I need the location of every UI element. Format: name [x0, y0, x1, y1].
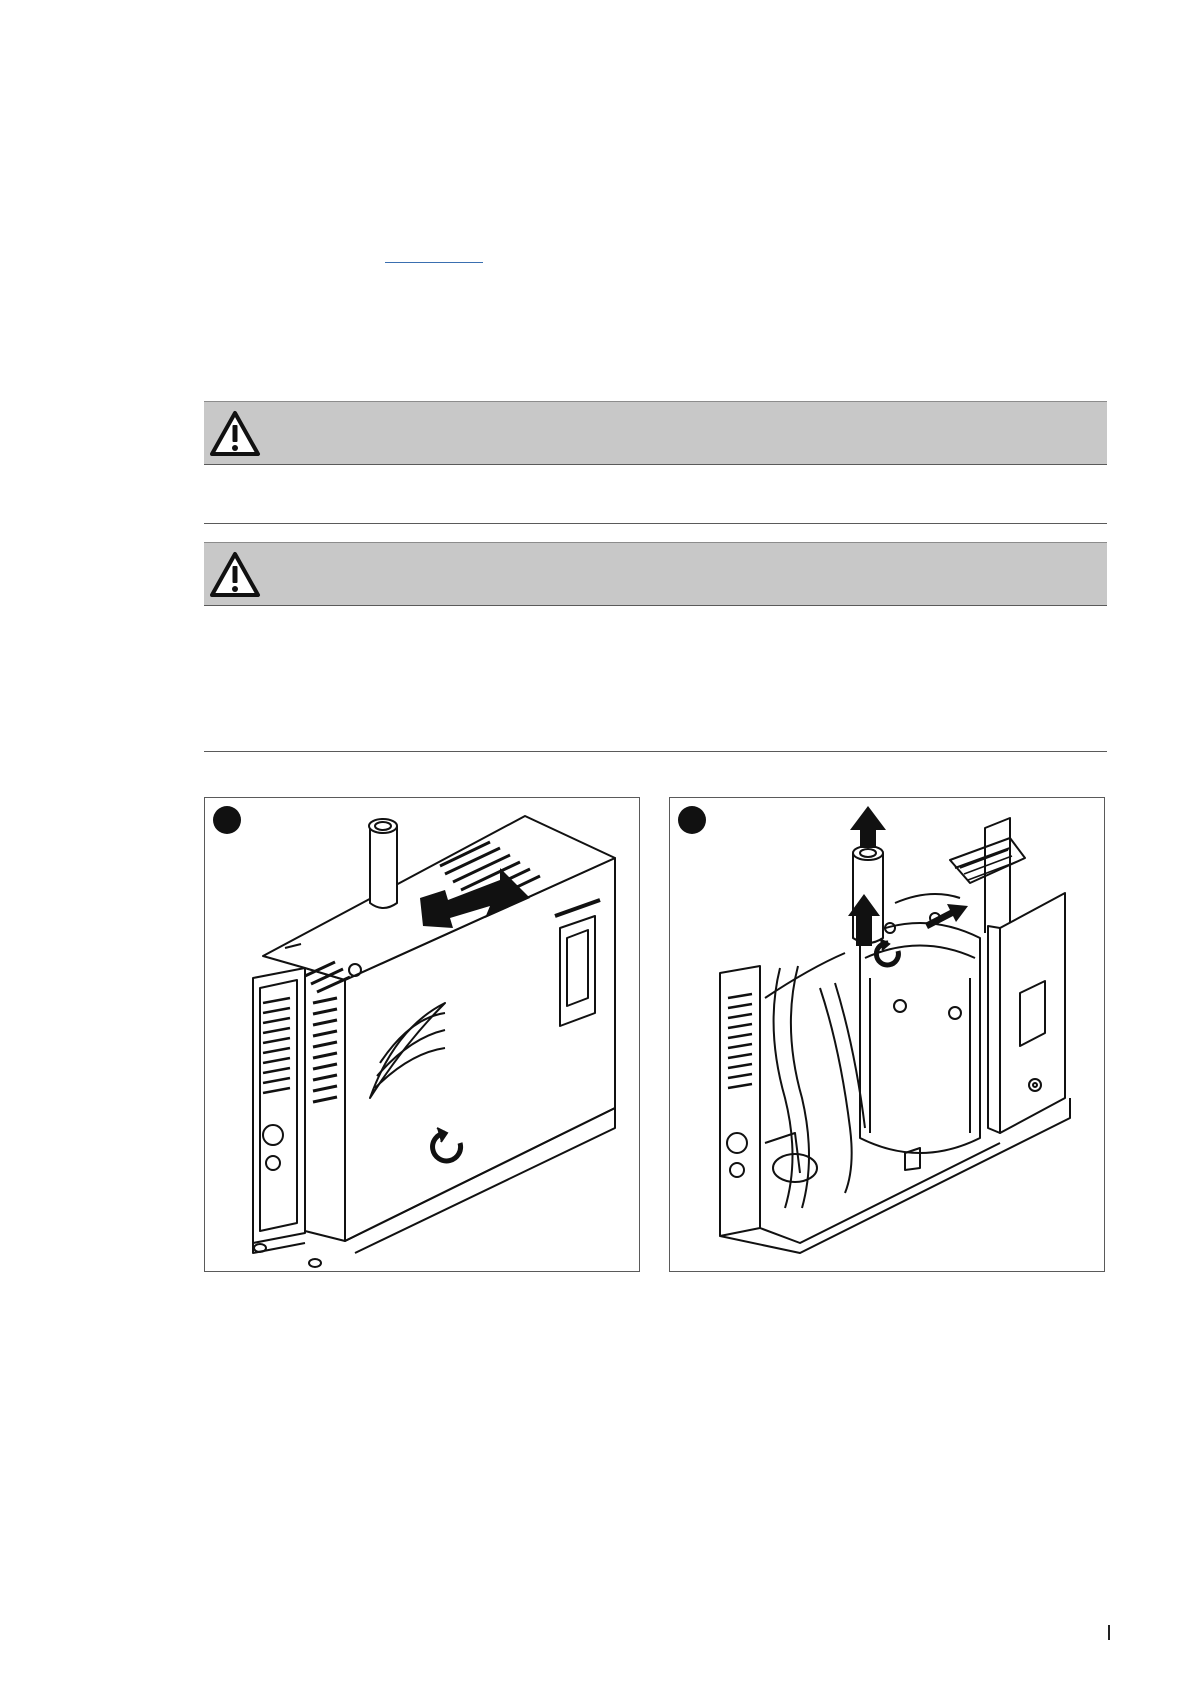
figure-panel-2	[669, 797, 1105, 1272]
warning-banner-2	[204, 542, 1107, 606]
humidifier-cover-illustration	[205, 798, 641, 1273]
step-marker-2	[678, 806, 706, 834]
lift-arrow-icon	[850, 806, 886, 848]
page-margin-mark	[1108, 1625, 1110, 1640]
cross-reference-link[interactable]	[385, 262, 483, 263]
warning-triangle-icon	[209, 550, 261, 600]
section-divider	[204, 523, 1107, 524]
warning-triangle-icon	[209, 409, 261, 459]
section-divider	[204, 751, 1107, 752]
figure-panel-1	[204, 797, 640, 1272]
warning-banner-1	[204, 401, 1107, 465]
humidifier-cylinder-illustration	[670, 798, 1106, 1273]
step-marker-1	[213, 806, 241, 834]
